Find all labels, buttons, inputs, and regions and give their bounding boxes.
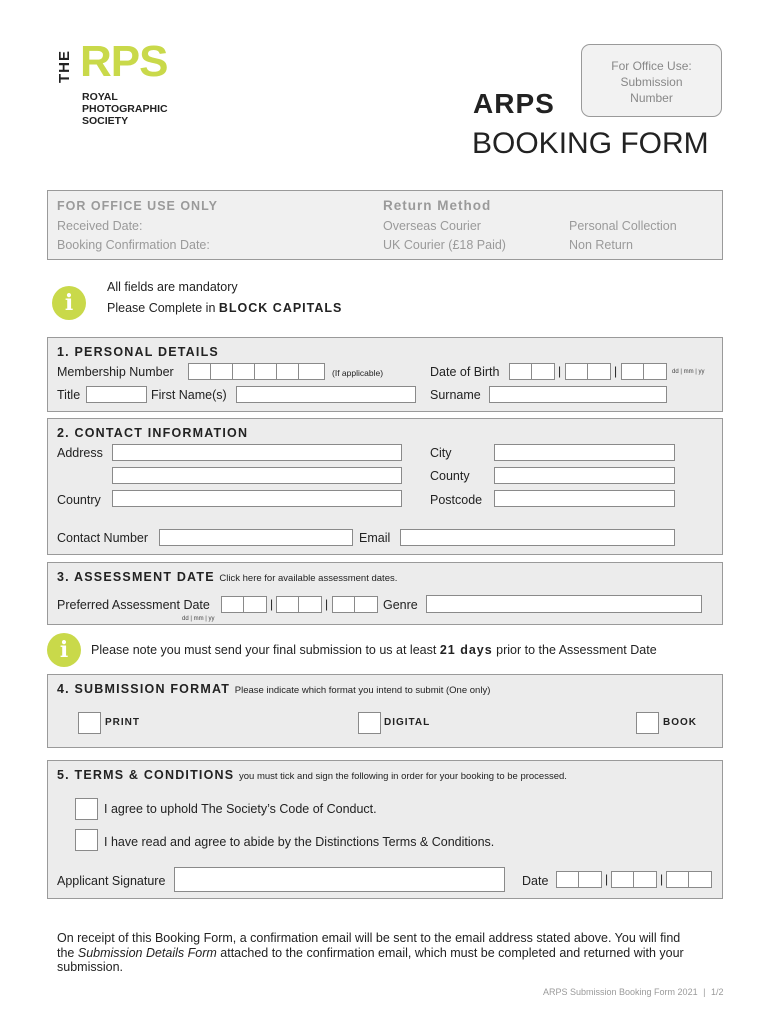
signature-date-label: Date (522, 874, 549, 888)
deadline-days: 21 days (439, 643, 493, 657)
footer-line2 (57, 946, 717, 961)
contact-information-title: 2. CONTACT INFORMATION (57, 426, 249, 440)
contact-information-panel (47, 418, 723, 555)
return-method-heading: Return Method (383, 198, 492, 213)
terms-title (57, 768, 567, 782)
office-submission-box (581, 44, 722, 117)
code-of-conduct-checkbox[interactable] (75, 798, 98, 820)
office-use-panel (47, 190, 723, 260)
surname-input[interactable] (489, 386, 667, 403)
logo-rps: RPS (80, 37, 168, 86)
logo-line1: ROYAL (82, 91, 118, 103)
deadline-suffix: prior to the Assessment Date (492, 643, 657, 657)
dob-separator: | (558, 364, 562, 378)
email-input[interactable] (400, 529, 675, 546)
signature-year-input[interactable] (666, 871, 712, 888)
uk-courier-label: UK Courier (£18 Paid) (383, 238, 506, 252)
preferred-year-input[interactable] (332, 596, 378, 613)
print-checkbox[interactable] (78, 712, 101, 734)
footer-line1: On receipt of this Booking Form, a confirmation email will be sent to the email address stated above. You will find (57, 931, 681, 945)
overseas-courier-label: Overseas Courier (383, 219, 481, 233)
preferred-month-input[interactable] (276, 596, 322, 613)
assessment-dates-link[interactable]: Click here for available assessment dates. (219, 573, 398, 584)
print-label: PRINT (105, 717, 140, 728)
digital-label: DIGITAL (384, 717, 431, 728)
block-capitals-prefix: Please Complete in (107, 301, 219, 315)
signature-month-input[interactable] (611, 871, 657, 888)
block-capitals-note (107, 301, 342, 315)
postcode-input[interactable] (494, 490, 675, 507)
digital-checkbox[interactable] (358, 712, 381, 734)
book-checkbox[interactable] (636, 712, 659, 734)
dob-day-input[interactable] (509, 363, 555, 380)
signature-day-input[interactable] (556, 871, 602, 888)
membership-number-label: Membership Number (57, 365, 174, 379)
dob-year-input[interactable] (621, 363, 667, 380)
email-label: Email (359, 531, 391, 545)
info-icon: i (52, 286, 86, 320)
code-of-conduct-label: I agree to uphold The Society’s Code of Conduct. (104, 802, 377, 816)
assessment-title-text: 3. ASSESSMENT DATE (57, 570, 215, 584)
assessment-date-title (57, 570, 397, 584)
title-input[interactable] (86, 386, 147, 403)
date-separator: | (325, 597, 329, 611)
address-line1-input[interactable] (112, 444, 402, 461)
block-capitals-bold: BLOCK CAPITALS (218, 301, 343, 315)
country-label: Country (57, 493, 101, 507)
logo-line3: SOCIETY (82, 115, 129, 127)
title-label: Title (57, 388, 81, 402)
logo (56, 37, 186, 130)
contact-number-input[interactable] (159, 529, 353, 546)
date-separator: | (605, 872, 609, 886)
logo-the: THE (56, 50, 73, 83)
office-box-line1: For Office Use: (611, 59, 692, 73)
country-input[interactable] (112, 490, 402, 507)
county-input[interactable] (494, 467, 675, 484)
submission-format-title (57, 682, 490, 696)
preferred-date-format: dd | mm | yy (182, 616, 215, 622)
if-applicable-note: (If applicable) (332, 368, 384, 378)
surname-label: Surname (430, 388, 481, 402)
terms-panel (47, 760, 723, 899)
membership-number-input[interactable] (188, 363, 325, 380)
submission-format-note: Please indicate which format you intend to submit (One only) (234, 685, 491, 696)
preferred-day-input[interactable] (221, 596, 267, 613)
page-subtitle: BOOKING FORM (472, 127, 709, 160)
submission-details-form-ref: Submission Details Form (77, 945, 217, 960)
terms-agree-checkbox[interactable] (75, 829, 98, 851)
terms-title-text: 5. TERMS & CONDITIONS (57, 768, 235, 782)
submission-title-text: 4. SUBMISSION FORMAT (57, 682, 231, 696)
page-footer: ARPS Submission Booking Form 2021 | 1/2 (543, 987, 724, 997)
personal-collection-label: Personal Collection (569, 219, 677, 233)
signature-label: Applicant Signature (57, 874, 166, 888)
booking-confirmation-label: Booking Confirmation Date: (57, 238, 210, 252)
footer-line2-suffix: attached to the confirmation email, which must be completed and returned with your (216, 945, 684, 960)
personal-details-title: 1. PERSONAL DETAILS (57, 345, 219, 359)
page-number: 1/2 (710, 987, 724, 997)
county-label: County (430, 469, 470, 483)
preferred-date-label: Preferred Assessment Date (57, 598, 210, 612)
dob-separator: | (614, 364, 618, 378)
footer-paragraph (57, 931, 717, 975)
first-names-input[interactable] (236, 386, 416, 403)
non-return-label: Non Return (569, 238, 633, 252)
deadline-prefix: Please note you must send your final submission to us at least (91, 643, 440, 657)
date-separator: | (270, 597, 274, 611)
postcode-label: Postcode (430, 493, 483, 507)
office-heading: FOR OFFICE USE ONLY (57, 199, 218, 213)
footer-line2-prefix: the (57, 945, 78, 960)
address-line2-input[interactable] (112, 467, 402, 484)
genre-input[interactable] (426, 595, 702, 613)
page-info: ARPS Submission Booking Form 2021 (543, 987, 698, 997)
submission-deadline-note (91, 643, 657, 657)
footer-line3: submission. (57, 960, 123, 974)
contact-number-label: Contact Number (57, 531, 149, 545)
info-icon: i (47, 633, 81, 667)
office-box-line3: Number (630, 91, 673, 105)
logo-line2: PHOTOGRAPHIC (82, 103, 168, 115)
terms-agree-label: I have read and agree to abide by the Distinctions Terms & Conditions. (104, 835, 495, 849)
dob-month-input[interactable] (565, 363, 611, 380)
mandatory-note: All fields are mandatory (107, 280, 238, 294)
address-label: Address (57, 446, 103, 460)
city-label: City (430, 446, 452, 460)
signature-input[interactable] (174, 867, 505, 892)
city-input[interactable] (494, 444, 675, 461)
received-date-label: Received Date: (57, 219, 143, 233)
personal-details-panel (47, 337, 723, 412)
date-separator: | (660, 872, 664, 886)
page-title: ARPS (473, 88, 555, 119)
dob-format-note: dd | mm | yy (672, 369, 705, 375)
submission-format-panel (47, 674, 723, 748)
dob-label: Date of Birth (430, 365, 500, 379)
assessment-date-panel (47, 562, 723, 625)
office-box-line2: Submission (620, 75, 683, 89)
book-label: BOOK (663, 717, 697, 728)
terms-note: you must tick and sign the following in order for your booking to be processed. (238, 771, 567, 782)
first-names-label: First Name(s) (151, 388, 227, 402)
genre-label: Genre (383, 598, 418, 612)
